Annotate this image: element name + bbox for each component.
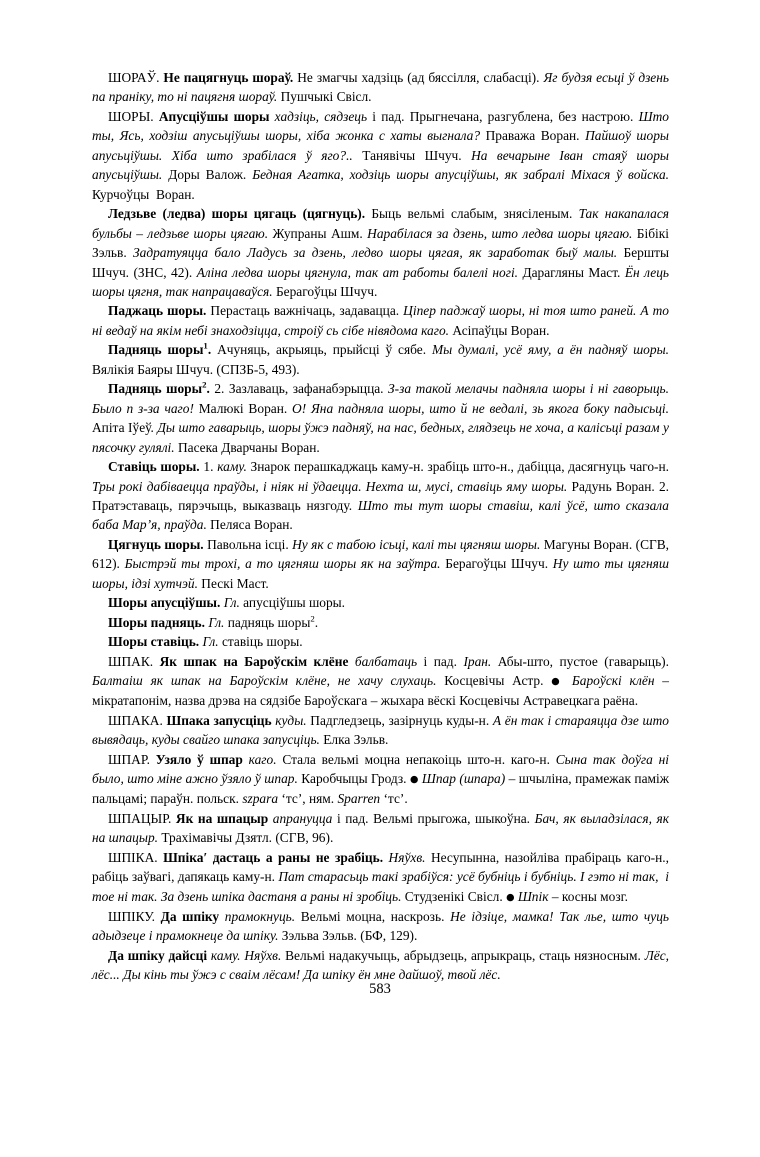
example-citation: О! Яна падняла шоры, што й не ведалі, зь якога боку падысьці. [292, 400, 670, 416]
idiom-phrase: Шоры падняць. [108, 614, 205, 630]
etymology-note: Бароўскі клён [571, 673, 655, 689]
grammar-note: каго. [248, 751, 277, 767]
foreign-word: Sparren [337, 791, 381, 807]
grammar-note: прамокнуць. [224, 909, 296, 925]
entry-padniats-1: Падняць шоры$^1$. Ачуняць, акрыяць, прыйсці ў сябе. Мы думалі, усё яму, а ён падняў шоры. Вялікія Баяры Шчуч. (СПЗБ-5, 493). [92, 340, 669, 377]
page-number: 583 [369, 981, 391, 997]
idiom-phrase: Шоры ставіць. [108, 634, 200, 650]
cross-reference-marker: Гл. [208, 614, 225, 630]
idiom-phrase: Не пацягнуць шораў. [163, 70, 294, 85]
grammar-note: апранyцца [272, 810, 333, 826]
example-citation: Балтаіш як шпак на Бароўскім клёне, не хачу слухаць. [92, 673, 437, 689]
example-citation: Мы думалі, усё яму, а ён падняў шоры. [431, 342, 669, 358]
entry-shpar: ШПАР. Узяло ў шпар каго. Стала вельмі моцна непакоіць што-н. каго-н. Сына так доўга ні было, што міне ажно ўзяло ў шпар. Каробчыцы Гродз. ● Шпар (шпара) – шчыліна, прамежак паміж пальцамі; параўн. польск. szpara ‘тс’, ням. Sparren ‘тс’. [92, 751, 669, 807]
example-citation: Аліна ледва шоры цягнула, так ат работы балелі ногі. [196, 264, 519, 280]
example-citation: Пайшоў шоры апусьціўшы. Хіба што зрабілася ў яго?.. [92, 128, 669, 163]
example-citation: Пат старасьць такі зрабіўся: усё бубніць і бубніць. І гэто ні так, і тое ні так. За дзень шпіка дастаня а раны ні зробіць. [92, 869, 669, 904]
foreign-word: szpara [242, 791, 279, 807]
bullet-icon: ● [506, 891, 515, 903]
idiom-phrase: Да шпіку дайсці [108, 947, 208, 963]
idiom-phrase: Да шпіку [160, 909, 220, 925]
bullet-icon: ● [551, 675, 565, 687]
example-citation: Ён лець шоры цягня, так напрацаваўся. [92, 264, 669, 299]
entry-shorau: ШОРАЎ. Не пацягнуць шораў. Не змагчы хадзіць (ад бяссілля, слабасці). Яг будзя есьці ў дзень па праніку, то ні пацягня шораў. Пушчыкі Свісл. [92, 70, 669, 105]
headword-shory: ШОРЫ. [108, 108, 154, 124]
example-citation: Ну што ты цягняш шоры, ідзі хутчэй. [92, 556, 670, 591]
example-citation: Ціпер паджаў шоры, ні тоя што раней. А то ні ведаў на якім небі знаходзіцца, строіў сь сібе нівядома каго. [92, 303, 669, 338]
example-citation: Што ты, Ясь, ходзіш апусьціўшы шоры, хіба жонка с хаты выгнала? [92, 108, 669, 144]
example-citation: Ну як с табою ісьці, калі ты цягняш шоры. [292, 536, 541, 552]
example-citation: Тры рокі дабіваецца праўды, і ніяк ні ўдаецца. Нехта ш, мусі, ставіць яму шоры. [92, 478, 568, 494]
homonym-index: 2 [202, 379, 207, 390]
usage-label: Няўхв. [388, 849, 426, 865]
grammar-note: куды. [275, 712, 307, 728]
headword-shpatsyr: ШПАЦЫР. [108, 810, 172, 826]
example-citation: З-за такой мелачы падняла шоры і ні гаворыць. Было п з-за чаго! [92, 381, 669, 416]
example-citation: Бач, як выладзілася, як на шпацыр. [92, 810, 669, 846]
entry-stavits: Ставіць шоры. 1. каму. Знарок перашкаджаць каму-н. зрабіць што-н., дабіцца, дасягнуць чаго-н. Тры рокі дабіваецца праўды, і ніяк ні ўдаецца. Нехта ш, мусі, ставіць яму шоры. Радунь Воран. 2. Пратэставаць, пярэчыць, выказваць нязгоду. Што ты тут шоры ставіш, калі ўсё, што сказала баба Мар’я, праўда. Пеляса Воран. [92, 459, 669, 533]
example-citation: Сына так доўга ні было, што міне ажно ўзяло ў шпар. [92, 751, 669, 787]
headword-shpak: ШПАК. [108, 653, 154, 669]
grammar-note: каму. [210, 947, 241, 963]
example-citation: Яг будзя есьці ў дзень па праніку, то ні пацягня шораў. [92, 70, 669, 105]
entry-shpatsyr: ШПАЦЫР. Як на шпацыр апранyцца і пад. Вельмі прыгожа, шыкоўна. Бач, як выладзілася, як на шпацыр. Трахімавічы Дзятл. (СГВ, 96). [92, 810, 669, 846]
entry-padniats-2: Падняць шоры$^2$. 2. Зазлаваць, зафанабэрыцца. З-за такой мелачы падняла шоры і ні гаворыць. Было п з-за чаго! Малюкі Воран. О! Яна падняла шоры, што й не ведалі, зь якога боку падысьці. Апіта Іўеў. Ды што гаварыць, шоры ўжэ падняў, на нас, бедных, глядзець не хоча, а калісьці разам у пясочку гулялі. Пасека Дварчаны Воран. [92, 379, 670, 455]
entry-shpiku-daisci: Да шпіку дайсці каму. Няўхв. Вельмі надакучыць, абрыдзець, апрыкраць, стаць нязносным. Лёс, лёс... Ды кінь ты ўжэ с сваім лёсам! Да шпіку ён мне дайшоў, твой лёс. [92, 947, 669, 983]
entry-shpak: ШПАК. Як шпак на Бароўскім клёне балбатаць і пад. Іран. Абы-што, пустое (гаварыць). Балтаіш як шпак на Бароўскім клёне, не хачу слухаць. Косцевічы Астр. ● Бароўскі клён – мікратапонім, назва дрэва на сядзібе Бароўскага – жыхара вёскі Косцевічы Астравецкага раёна. [92, 653, 669, 709]
grammar-note: каму. [217, 459, 247, 475]
idiom-phrase: Ставіць шоры. [108, 459, 200, 475]
entry-padzhats: Паджаць шоры. Перастаць важнічаць, задавацца. Ціпер паджаў шоры, ні тоя што раней. А то ні ведаў на якім небі знаходзіцца, строіў сь сібе нівядома каго. Асіпаўцы Воран. [92, 303, 669, 338]
idiom-phrase: Цягнуць шоры. [108, 536, 204, 552]
entry-shpaka: ШПАКА. Шпака запусціць куды. Падгледзець, зазірнуць куды-н. А ён так і стараяцца дзе што вывядаць, куды свайго шпака запусціць. Елка Зэльв. [92, 712, 669, 748]
entry-shpiku: ШПІКУ. Да шпіку прамокнуць. Вельмі моцна, наскрозь. Не ідзіце, мамка! Так лье, што чуць адыдзеце і прамокнеце да шпіку. Зэльва Зэльв. (БФ, 129). [92, 909, 669, 944]
example-citation: Што ты тут шоры ставіш, калі ўсё, што сказала баба Мар’я, праўда. [92, 497, 669, 533]
headword-shpaka: ШПАКА. [108, 712, 163, 728]
example-citation: А ён так і стараяцца дзе што вывядаць, куды свайго шпака запусціць. [92, 712, 669, 748]
homonym-index: 1 [203, 340, 208, 351]
entry-ref-shory-apusciushy: Шоры апусціўшы. Гл. апусціўшы шоры. [108, 595, 346, 611]
idiom-phrase: Падняць шоры$^1$. [108, 340, 212, 358]
example-citation: Не ідзіце, мамка! Так лье, што чуць адыдзеце і прамокнеце да шпіку. [92, 909, 669, 944]
example-citation: Нарабілася за дзень, што ледва шоры цягаю. [367, 225, 633, 241]
entry-ref-shory-stavits: Шоры ставіць. Гл. ставіць шоры. [108, 634, 303, 650]
idiom-phrase: Паджаць шоры. [108, 303, 207, 319]
entry-ledzve: Ледзьве (ледва) шоры цягаць (цягнуць). Быць вельмі слабым, знясіленым. Так накапалася бульбы – ледзьве шоры цягаю. Жупраны Ашм. Нарабілася за дзень, што ледва шоры цягаю. Бібікі Зэльв. Задратуяцца бало Ладусь за дзень, ледво шоры цягая, як заработак быў малы. Бершты Шчуч. (ЗНС, 42). Аліна ледва шоры цягнула, так ат работы балелі ногі. Дарагляны Маст. Ён лець шоры цягня, так напрацаваўся. Берагоўцы Шчуч. [92, 206, 669, 299]
example-citation: Ды што гаварыць, шоры ўжэ падняў, на нас, бедных, глядзець не хоча, а калісьці разам у пясочку гулялі. [92, 420, 670, 455]
usage-label: Няўхв. [244, 947, 282, 963]
headword-shorau: ШОРАЎ. [108, 70, 160, 85]
idiom-phrase: Як шпак на Бароўскім клёне [159, 653, 349, 669]
example-citation: Бедная Агатка, ходзіць шоры апусціўшы, як забралі Міхася ў войска. [252, 167, 669, 183]
usage-label: Іран. [463, 653, 492, 669]
idiom-phrase: Як на шпацыр [175, 810, 269, 826]
example-citation: Так накапалася бульбы – ледзьве шоры цягаю. [92, 206, 669, 241]
example-citation: Лёс, лёс... Ды кінь ты ўжэ с сваім лёсам! Да шпіку ён мне дайшоў, твой лёс. [92, 947, 669, 983]
cross-reference-marker: Гл. [202, 634, 219, 650]
etymology-note: Шпар (шпара) [421, 771, 506, 787]
idiom-phrase: Шоры апусціўшы. [108, 595, 221, 611]
entry-tsiahnuts: Цягнуць шоры. Павольна ісці. Ну як с табою ісьці, калі ты цягняш шоры. Магуны Воран. (СГВ, 612). Быстрэй ты трохі, а то цягняш шоры як на заўтра. Берагоўцы Шчуч. Ну што ты цягняш шоры, ідзі хутчэй. Пескі Маст. [92, 536, 670, 591]
cross-reference-marker: Гл. [223, 595, 240, 611]
grammar-note: балбатаць [354, 653, 418, 669]
entry-shpika: ШПІКА. Шпіка′ дастаць а раны не зрабіць. Няўхв. Несупынна, назойліва прабіраць каго-н., рабіць заўвагі, дапякаць каму-н. Пат старасьць такі зрабіўся: усё бубніць і бубніць. І гэто ні так, і тое ні так. За дзень шпіка дастаня а раны ні зробіць. Студзенікі Свісл. ● Шпік – косны мозг. [92, 849, 669, 904]
idiom-phrase: Шпіка′ дастаць а раны не зрабіць. [163, 849, 384, 865]
idiom-phrase: Шпака запусціць [166, 712, 272, 728]
idiom-phrase: Апусціўшы шоры [158, 108, 270, 124]
grammar-note: хадзіць, сядзець [274, 108, 368, 124]
headword-shpiku: ШПІКУ. [108, 909, 155, 925]
idiom-phrase: Падняць шоры$^2$. [108, 379, 210, 397]
etymology-note: Шпік [517, 888, 549, 904]
idiom-phrase: Ледзьве (ледва) шоры цягаць (цягнуць). [108, 206, 366, 222]
example-citation: На вечарыне Іван стаяў шоры апусьціўшы. [92, 147, 670, 183]
bullet-icon: ● [409, 774, 419, 785]
headword-shpar: ШПАР. [108, 751, 150, 767]
example-citation: Задратуяцца бало Ладусь за дзень, ледво шоры цягая, як заработак быў малы. [133, 245, 618, 261]
page-body [92, 68, 669, 985]
idiom-phrase: Узяло ў шпар [155, 751, 243, 767]
entry-shory: ШОРЫ. Апусціўшы шоры хадзіць, сядзець і пад. Прыгнечана, разгублена, без настрою. Што ты, Ясь, ходзіш апусьціўшы шоры, хіба жонка с хаты выгнала? Праважа Воран. Пайшоў шоры апусьціўшы. Хіба што зрабілася ў яго?.. Танявічы Шчуч. На вечарыне Іван стаяў шоры апусьціўшы. Доры Валож. Бедная Агатка, ходзіць шоры апусціўшы, як забралі Міхася ў войска. Курчоўцы Воран. [92, 108, 670, 202]
entry-ref-shory-padniats: Шоры падняць. Гл. падняць шоры$^2$. [108, 613, 319, 630]
headword-shpika: ШПІКА. [108, 849, 158, 865]
example-citation: Быстрэй ты трохі, а то цягняш шоры як на заўтра. [124, 556, 441, 572]
homonym-index: 2 [310, 613, 315, 624]
